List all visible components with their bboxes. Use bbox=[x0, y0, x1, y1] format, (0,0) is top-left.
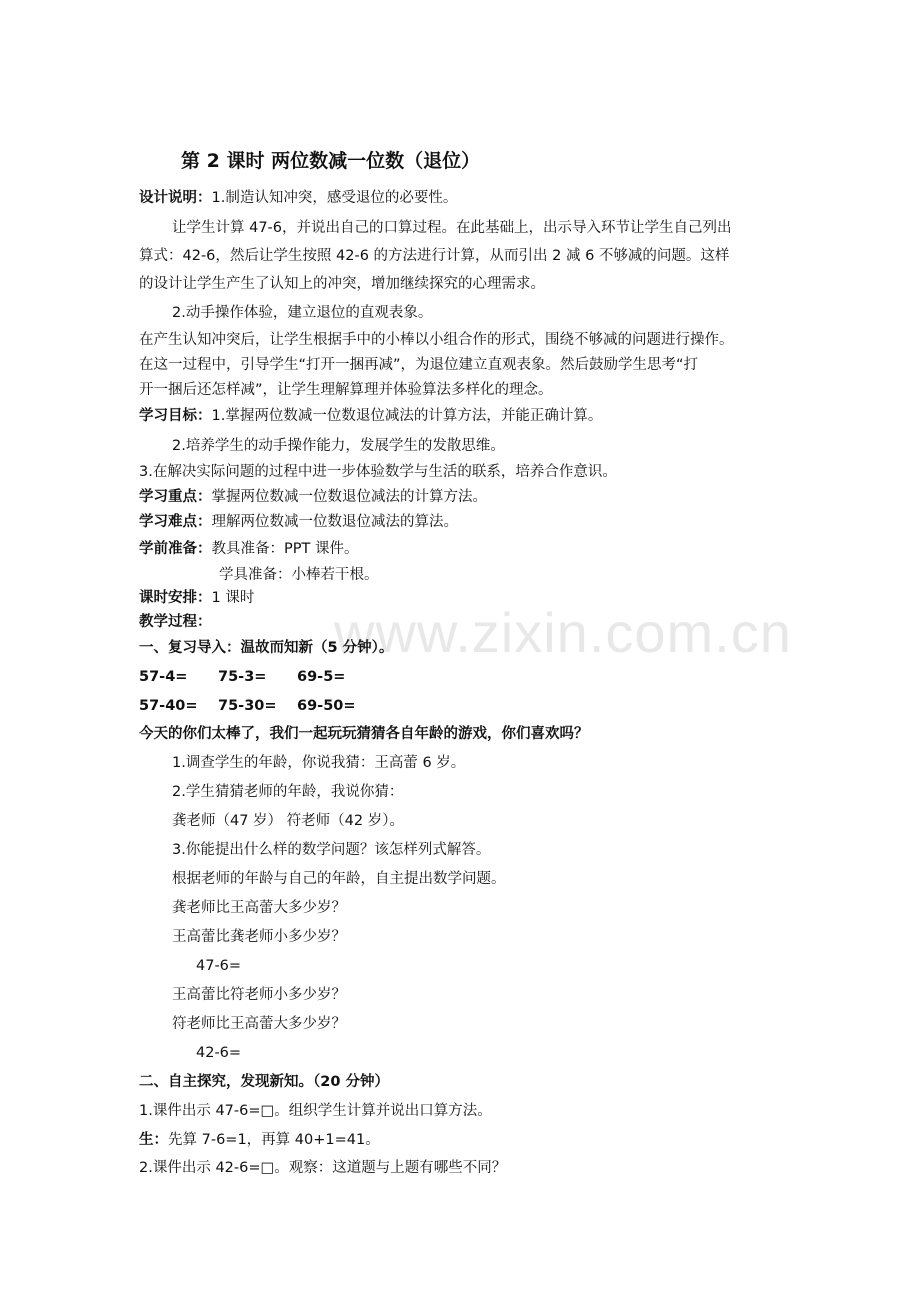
section1-l5: 根据老师的年龄与自己的年龄，自主提出数学问题。 bbox=[172, 871, 506, 887]
prep-label: 学前准备： bbox=[139, 541, 212, 557]
design-line-1 bbox=[139, 188, 457, 208]
design-para1-l3: 的设计让学生产生了认知上的冲突，增加继续探究的心理需求。 bbox=[139, 276, 545, 292]
exercise-6: 69-50= bbox=[297, 698, 356, 714]
design-item-1: 1.制造认知冲突，感受退位的必要性。 bbox=[211, 190, 458, 206]
section1-heading: 一、复习导入：温故而知新（5 分钟）。 bbox=[139, 640, 394, 656]
goal-3: 3.在解决实际问题的过程中进一步体验数学与生活的联系，培养合作意识。 bbox=[139, 464, 617, 480]
section1-l3: 龚老师（47 岁） 符老师（42 岁）。 bbox=[172, 813, 404, 829]
design-para2-l1: 在产生认知冲突后，让学生根据手中的小棒以小组合作的形式，围绕不够减的问题进行操作。 bbox=[139, 332, 734, 348]
prep-student: 学具准备：小棒若干根。 bbox=[219, 567, 379, 583]
design-para1-l2: 算式：42-6，然后让学生按照 42-6 的方法进行计算，从而引出 2 减 6 不够减的问题。这样 bbox=[139, 248, 730, 264]
focus-label: 学习重点： bbox=[139, 489, 212, 505]
goals-line-1 bbox=[139, 406, 602, 426]
schedule-text: 1 课时 bbox=[211, 590, 255, 606]
section1-l10: 符老师比王高蕾大多少岁？ bbox=[172, 1016, 346, 1032]
process-label: 教学过程： bbox=[139, 614, 212, 630]
section1-l4: 3.你能提出什么样的数学问题？该怎样列式解答。 bbox=[172, 842, 491, 858]
design-para2-l2: 在这一过程中，引导学生“打开一捆再减”，为退位建立直观表象。然后鼓励学生思考“打 bbox=[139, 357, 699, 373]
exercise-5: 75-30= bbox=[218, 698, 277, 714]
exercise-1: 57-4= bbox=[139, 669, 188, 685]
section1-l9: 王高蕾比符老师小多少岁？ bbox=[172, 987, 346, 1003]
section2-heading: 二、自主探究，发现新知。（20 分钟） bbox=[139, 1074, 389, 1090]
watermark: www.zixin.com.cn bbox=[334, 601, 792, 664]
design-label: 设计说明： bbox=[139, 190, 212, 206]
section1-l7: 王高蕾比龚老师小多少岁？ bbox=[172, 929, 346, 945]
section2-l2 bbox=[139, 1130, 380, 1150]
focus-line bbox=[139, 487, 487, 507]
section1-l2: 2.学生猜猜老师的年龄，我说你猜： bbox=[172, 784, 404, 800]
focus-text: 掌握两位数减一位数退位减法的计算方法。 bbox=[211, 489, 487, 505]
prep-line bbox=[139, 539, 358, 559]
schedule-line bbox=[139, 588, 254, 608]
prep-teacher: 教具准备：PPT 课件。 bbox=[211, 541, 359, 557]
section1-l6: 龚老师比王高蕾大多少岁？ bbox=[172, 900, 346, 916]
exercise-3: 69-5= bbox=[297, 669, 346, 685]
goal-2: 2.培养学生的动手操作能力，发展学生的发散思维。 bbox=[172, 438, 505, 454]
student-label: 生： bbox=[139, 1132, 168, 1148]
page-title: 第 2 课时 两位数减一位数（退位） bbox=[181, 150, 481, 172]
exercise-2: 75-3= bbox=[218, 669, 267, 685]
design-para1-l1: 让学生计算 47-6，并说出自己的口算过程。在此基础上，出示导入环节让学生自己列出 bbox=[172, 220, 732, 236]
exercise-4: 57-40= bbox=[139, 698, 198, 714]
goals-label: 学习目标： bbox=[139, 408, 212, 424]
goal-1: 1.掌握两位数减一位数退位减法的计算方法，并能正确计算。 bbox=[211, 408, 603, 424]
section1-l11: 42-6= bbox=[196, 1045, 242, 1061]
design-item-2: 2.动手操作体验，建立退位的直观表象。 bbox=[172, 305, 433, 321]
difficulty-text: 理解两位数减一位数退位减法的算法。 bbox=[211, 514, 458, 530]
section1-l1: 1.调查学生的年龄，你说我猜：王高蕾 6 岁。 bbox=[172, 755, 466, 771]
difficulty-line bbox=[139, 512, 458, 532]
section2-l3: 2.课件出示 42-6=□。观察：这道题与上题有哪些不同？ bbox=[139, 1160, 507, 1176]
student-text: 先算 7-6=1，再算 40+1=41。 bbox=[168, 1132, 380, 1148]
schedule-label: 课时安排： bbox=[139, 590, 212, 606]
section2-l1: 1.课件出示 47-6=□。组织学生计算并说出口算方法。 bbox=[139, 1103, 492, 1119]
design-para2-l3: 开一捆后还怎样减”，让学生理解算理并体验算法多样化的理念。 bbox=[139, 382, 553, 398]
section1-question: 今天的你们太棒了，我们一起玩玩猜猜各自年龄的游戏，你们喜欢吗？ bbox=[139, 726, 589, 742]
section1-l8: 47-6= bbox=[196, 958, 242, 974]
difficulty-label: 学习难点： bbox=[139, 514, 212, 530]
